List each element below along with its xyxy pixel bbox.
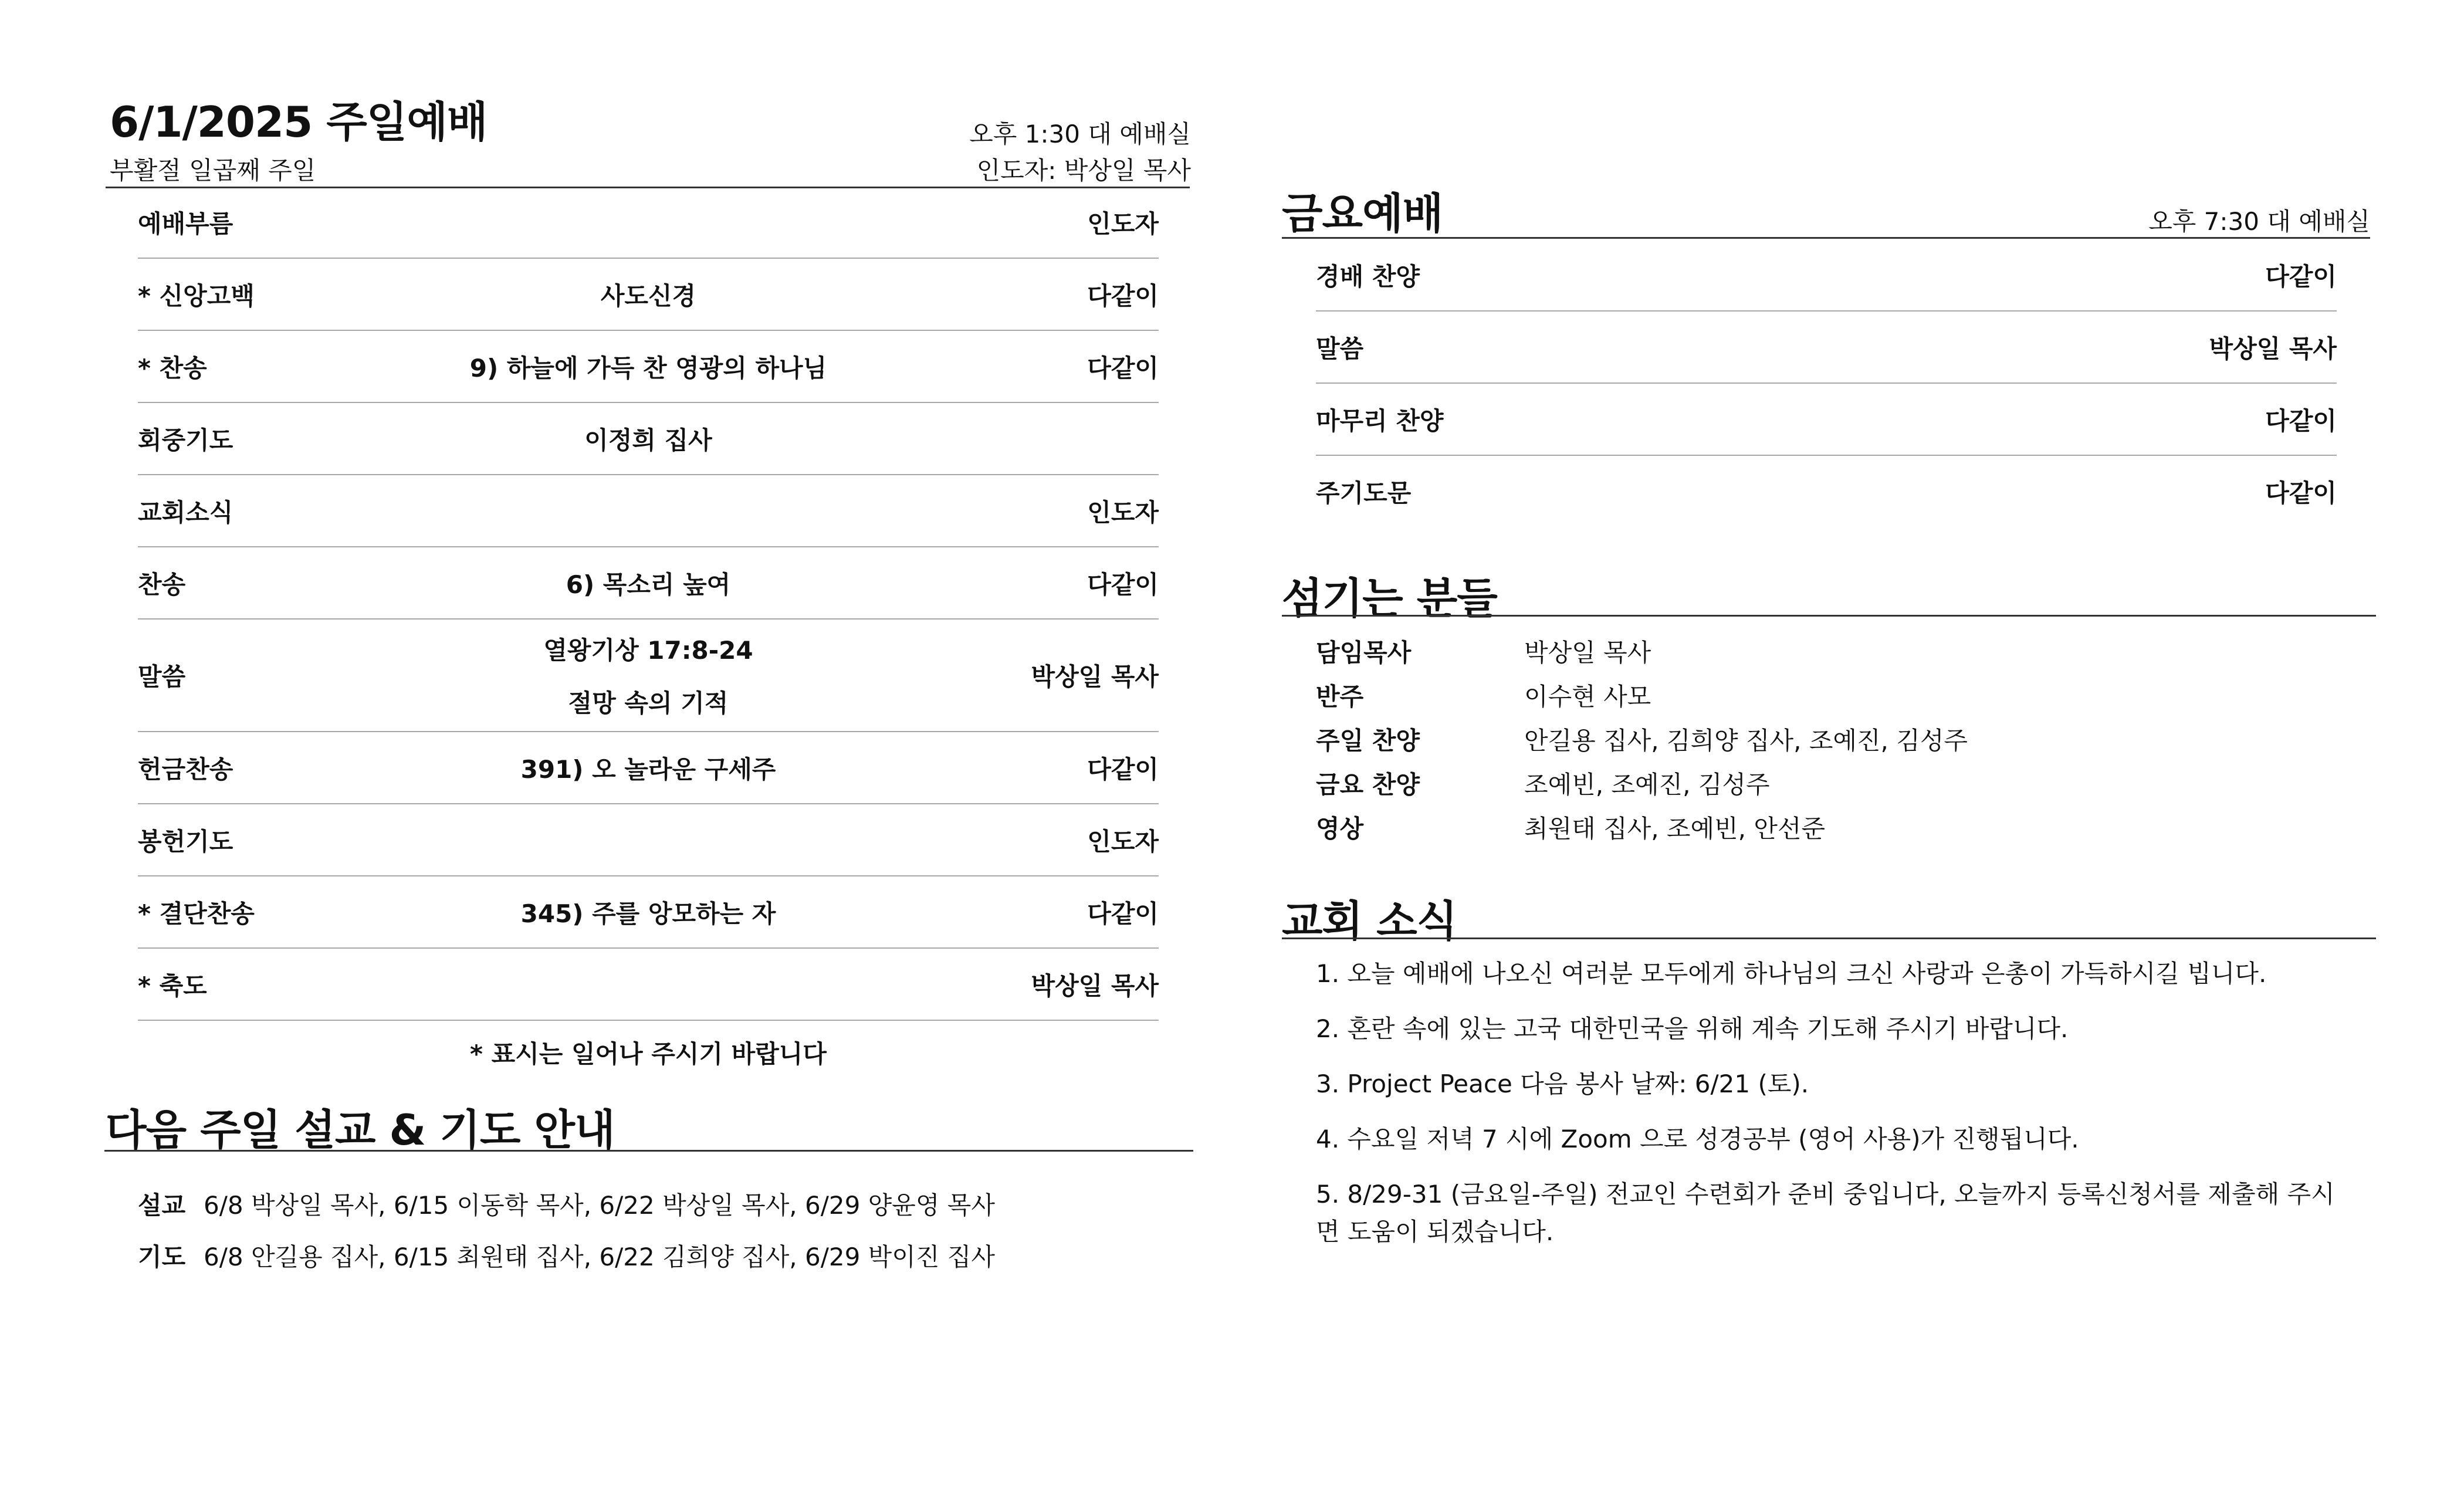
order-item-leader: 박상일 목사 <box>1031 662 1159 691</box>
order-item-name: 교회소식 <box>138 497 233 527</box>
order-item-name: * 결단찬송 <box>138 899 255 928</box>
friday-item-leader: 다같이 <box>2265 478 2337 507</box>
staff-row <box>1316 717 1968 761</box>
sermon-content <box>384 631 912 719</box>
service-leader: 인도자: 박상일 목사 <box>976 156 1191 185</box>
order-item-content: 사도신경 <box>600 281 696 310</box>
news-divider <box>1282 937 2376 939</box>
order-item-leader: 인도자 <box>1087 209 1159 238</box>
order-row <box>138 403 1159 475</box>
order-row <box>138 949 1159 1021</box>
order-row-sermon <box>138 620 1159 732</box>
next-week-row <box>138 1178 995 1230</box>
staff-role: 영상 <box>1316 814 1364 843</box>
order-item-leader: 박상일 목사 <box>1031 971 1159 1000</box>
next-week-label: 기도 <box>138 1243 186 1271</box>
friday-divider <box>1282 237 2370 239</box>
friday-row <box>1316 456 2337 527</box>
sunday-order-of-worship <box>138 187 1159 1070</box>
order-row <box>138 547 1159 620</box>
friday-row <box>1316 239 2337 312</box>
news-item: 1. 오늘 예배에 나오신 여러분 모두에게 하나님의 크신 사랑과 은총이 가득하시길 빕니다. <box>1316 959 2267 988</box>
staff-names: 조예빈, 조예진, 김성주 <box>1524 770 1770 799</box>
next-week-heading: 다음 주일 설교 & 기도 안내 <box>106 1105 615 1155</box>
friday-heading: 금요예배 <box>1282 189 1443 238</box>
staff-row <box>1316 629 1968 673</box>
order-row <box>138 331 1159 403</box>
order-item-name: 예배부름 <box>138 209 233 238</box>
order-item-name: 회중기도 <box>138 425 233 455</box>
friday-row <box>1316 312 2337 384</box>
staff-role: 금요 찬양 <box>1316 770 1420 799</box>
order-item-name: * 신앙고백 <box>138 281 255 310</box>
staff-row <box>1316 761 1968 805</box>
staff-role: 담임목사 <box>1316 638 1412 667</box>
friday-item-name: 경배 찬양 <box>1316 262 1420 291</box>
news-item: 2. 혼란 속에 있는 고국 대한민국을 위해 계속 기도해 주시기 바랍니다. <box>1316 1014 2069 1043</box>
friday-item-name: 말씀 <box>1316 334 1364 363</box>
order-item-leader: 다같이 <box>1087 570 1159 599</box>
order-item-leader: 인도자 <box>1087 497 1159 527</box>
order-item-name: 헌금찬송 <box>138 754 233 784</box>
news-item: 4. 수요일 저녁 7 시에 Zoom 으로 성경공부 (영어 사용)가 진행됩니다. <box>1316 1125 2079 1153</box>
friday-item-name: 마무리 찬양 <box>1316 406 1444 435</box>
friday-item-leader: 다같이 <box>2265 262 2337 291</box>
friday-item-leader: 박상일 목사 <box>2209 334 2337 363</box>
staff-row <box>1316 805 1968 849</box>
order-item-leader: 다같이 <box>1087 281 1159 310</box>
friday-order-of-worship <box>1316 239 2337 527</box>
staff-names: 이수현 사모 <box>1524 682 1651 711</box>
staff-list <box>1316 629 1968 849</box>
news-list <box>1316 955 2348 1268</box>
next-week-text: 6/8 박상일 목사, 6/15 이동학 목사, 6/22 박상일 목사, 6/29 양윤영 목사 <box>204 1191 995 1220</box>
order-item-leader: 다같이 <box>1087 899 1159 928</box>
sermon-title: 절망 속의 기적 <box>568 689 729 717</box>
order-item-name: * 찬송 <box>138 353 207 383</box>
order-row <box>138 732 1159 804</box>
staff-divider <box>1282 615 2376 617</box>
order-row <box>138 876 1159 949</box>
order-item-content: 6) 목소리 높여 <box>566 570 731 599</box>
staff-names: 박상일 목사 <box>1524 638 1651 667</box>
order-item-name: 찬송 <box>138 570 186 599</box>
staff-names: 안길용 집사, 김희양 집사, 조예진, 김성주 <box>1524 726 1968 755</box>
order-item-leader: 다같이 <box>1087 353 1159 383</box>
order-item-content: 391) 오 놀라운 구세주 <box>520 754 776 784</box>
news-item: 5. 8/29-31 (금요일-주일) 전교인 수련회가 준비 중입니다, 오늘까지 등록신청서를 제출해 주시면 도움이 되겠습니다. <box>1316 1180 2335 1246</box>
staff-role: 반주 <box>1316 682 1364 711</box>
next-week-text: 6/8 안길용 집사, 6/15 최원태 집사, 6/22 김희양 집사, 6/29 박이진 집사 <box>204 1243 995 1271</box>
friday-item-leader: 다같이 <box>2265 406 2337 435</box>
next-week-label: 설교 <box>138 1191 186 1220</box>
next-week-list <box>138 1178 995 1281</box>
staff-names: 최원태 집사, 조예빈, 안선준 <box>1524 814 1826 843</box>
page-subtitle: 부활절 일곱째 주일 <box>110 156 316 185</box>
order-item-name: 말씀 <box>138 662 186 691</box>
next-week-row <box>138 1230 995 1281</box>
staff-heading: 섬기는 분들 <box>1282 574 1497 623</box>
staff-row <box>1316 673 1968 717</box>
order-item-name: 봉헌기도 <box>138 827 233 856</box>
friday-item-name: 주기도문 <box>1316 478 1412 507</box>
order-row <box>138 804 1159 876</box>
next-week-divider <box>104 1150 1193 1152</box>
order-item-content: 345) 주를 앙모하는 자 <box>520 899 776 928</box>
order-row <box>138 259 1159 331</box>
page-title: 6/1/2025 주일예배 <box>110 97 488 147</box>
friday-row <box>1316 384 2337 456</box>
order-item-content: 이정희 집사 <box>584 425 712 455</box>
news-heading: 교회 소식 <box>1282 896 1457 946</box>
sermon-scripture: 열왕기상 17:8-24 <box>543 636 753 665</box>
order-row <box>138 187 1159 259</box>
order-row <box>138 475 1159 547</box>
order-item-leader: 인도자 <box>1087 827 1159 856</box>
order-item-content: 9) 하늘에 가득 찬 영광의 하나님 <box>469 353 827 383</box>
news-item: 3. Project Peace 다음 봉사 날짜: 6/21 (토). <box>1316 1069 1809 1098</box>
friday-time: 오후 7:30 대 예배실 <box>2148 207 2370 236</box>
order-item-name: * 축도 <box>138 971 207 1000</box>
order-item-leader: 다같이 <box>1087 754 1159 784</box>
service-time: 오후 1:30 대 예배실 <box>969 120 1191 148</box>
standing-note: * 표시는 일어나 주시기 바랍니다 <box>470 1040 827 1068</box>
staff-role: 주일 찬양 <box>1316 726 1420 755</box>
